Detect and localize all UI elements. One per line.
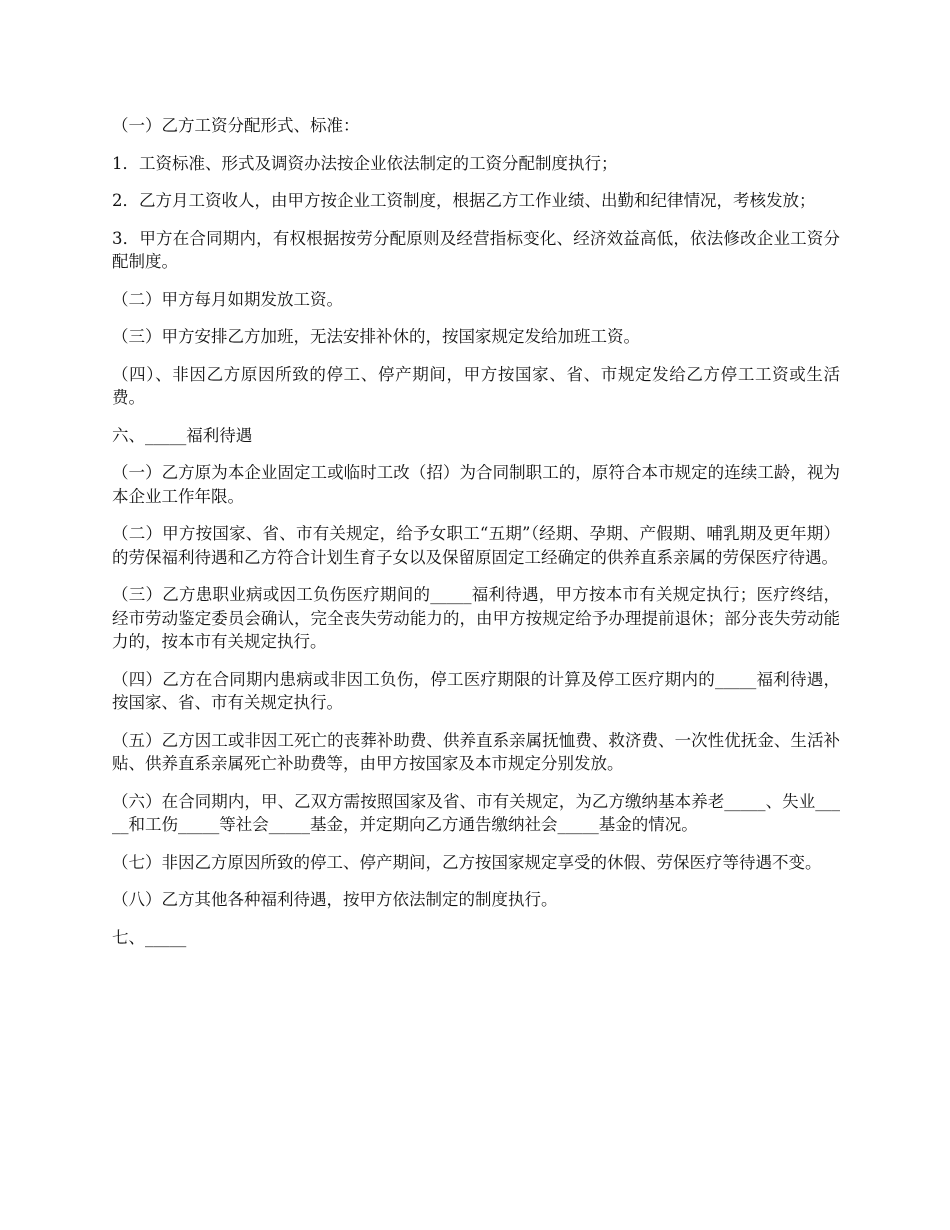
paragraph-seniority: （一）乙方原为本企业固定工或临时工改（招）为合同制职工的，原符合本市规定的连续工龄，视为本企业工作年限。: [112, 463, 840, 506]
section-heading-seven: 七、_____: [112, 927, 187, 947]
paragraph-wage-form-heading: （一）乙方工资分配形式、标准：: [112, 116, 360, 135]
section-heading-welfare: 六、_____福利待遇: [112, 425, 253, 445]
paragraph-wage-system-revision: 3．甲方在合同期内，有权根据按劳分配原则及经营指标变化、经济效益高低，依法修改企业工资分配制度。: [112, 228, 840, 271]
paragraph-stoppage-pay: （四）、非因乙方原因所致的停工、停产期间，甲方按国家、省、市规定发给乙方停工工资或生活费。: [112, 364, 840, 407]
paragraph-occupational-injury: （三）乙方患职业病或因工负伤医疗期间的_____福利待遇，甲方按本市有关规定执行；医疗终结，经市劳动鉴定委员会确认，完全丧失劳动能力的，由甲方按规定给予办理提前退休；部分丧失劳动能力的，按本市有关规定执行。: [112, 585, 840, 651]
paragraph-monthly-wage: 2．乙方月工资收人，由甲方按企业工资制度，根据乙方工作业绩、出勤和纪律情况，考核发放；: [112, 191, 816, 210]
paragraph-overtime-pay: （三）甲方安排乙方加班，无法安排补休的，按国家规定发给加班工资。: [112, 327, 640, 346]
paragraph-female-staff-welfare: （二）甲方按国家、省、市有关规定，给予女职工“五期”（经期、孕期、产假期、哺乳期及更年期）的劳保福利待遇和乙方符合计划生育子女以及保留原固定工经确定的供养直系亲属的劳保医疗待遇。: [112, 524, 840, 567]
paragraph-wage-standard: 1．工资标准、形式及调资办法按企业依法制定的工资分配制度执行；: [112, 153, 618, 173]
paragraph-social-insurance: （六）在合同期内，甲、乙双方需按照国家及省、市有关规定，为乙方缴纳基本养老_____、失业_____和工伤_____等社会_____基金，并定期向乙方通告缴纳社会_____基金的情况。: [112, 791, 840, 834]
document-page: [112, 114, 840, 963]
paragraph-death-benefits: （五）乙方因工或非因工死亡的丧葬补助费、供养直系亲属抚恤费、救济费、一次性优抚金、生活补贴、供养直系亲属死亡补助费等，由甲方按国家及本市规定分别发放。: [112, 730, 840, 773]
paragraph-other-benefits: （八）乙方其他各种福利待遇，按甲方依法制定的制度执行。: [112, 890, 558, 909]
paragraph-stoppage-benefits: （七）非因乙方原因所致的停工、停产期间，乙方按国家规定享受的休假、劳保医疗等待遇不变。: [112, 852, 822, 872]
paragraph-monthly-payment: （二）甲方每月如期发放工资。: [112, 289, 343, 309]
paragraph-sick-leave: （四）乙方在合同期内患病或非因工负伤，停工医疗期限的计算及停工医疗期内的_____福利待遇，按国家、省、市有关规定执行。: [112, 669, 840, 712]
